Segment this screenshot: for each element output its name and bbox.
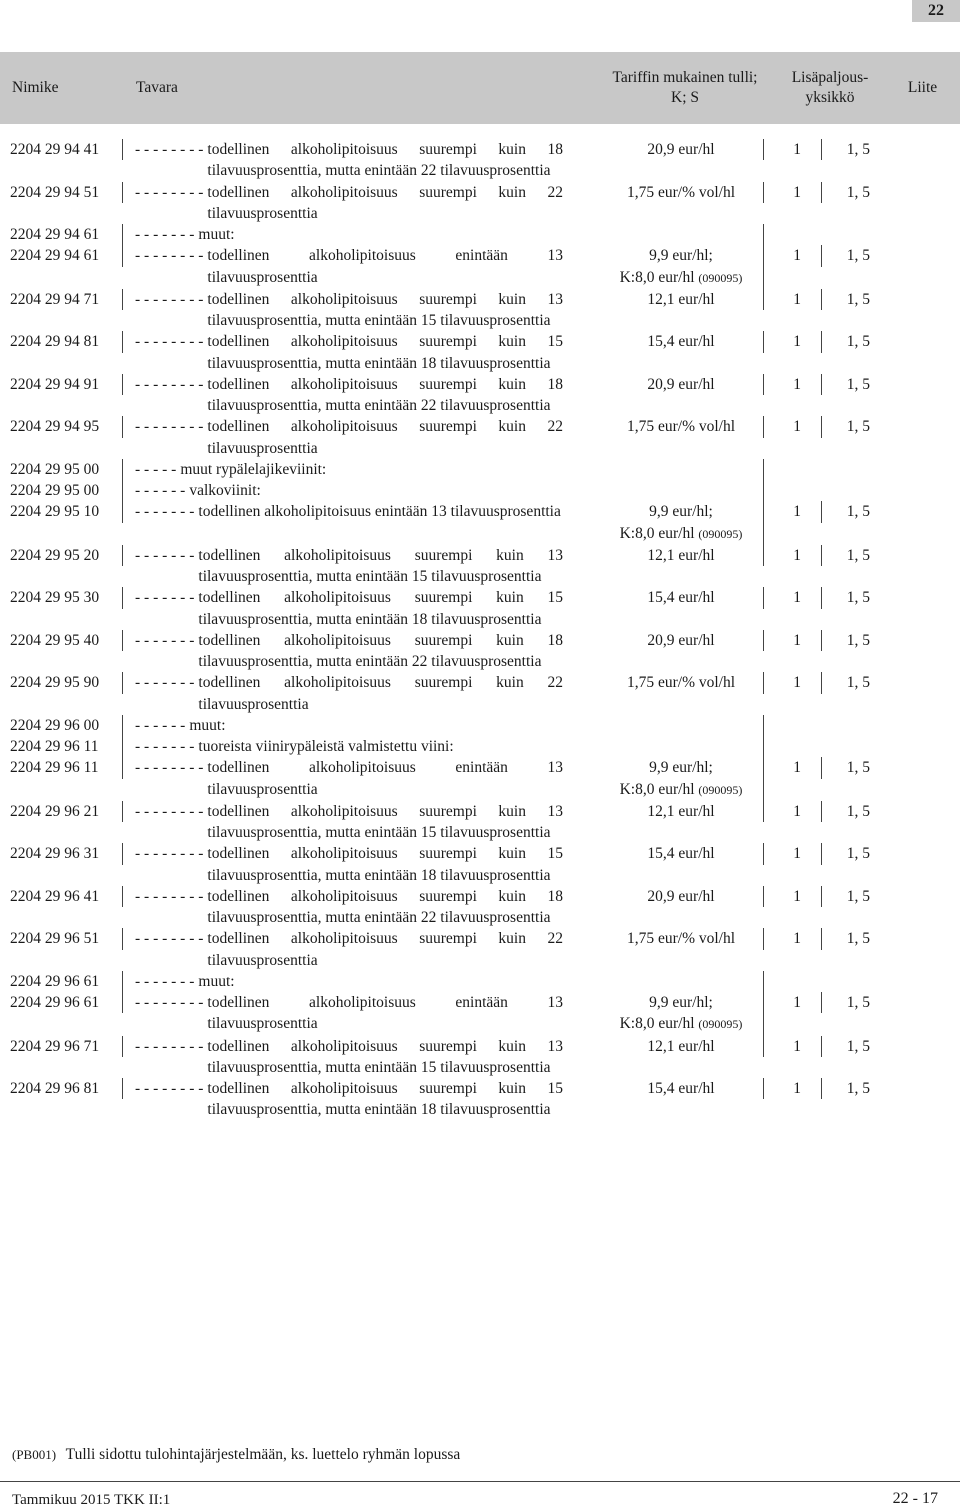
row-duty-value: K:8,0 eur/hl	[619, 268, 695, 286]
row-supplementary-unit: 1	[764, 757, 822, 778]
row-code: 2204 29 96 51	[0, 928, 123, 949]
row-duty-line	[599, 757, 763, 778]
row-duty-value: 20,9 eur/hl	[647, 631, 715, 649]
header-duty-line1: Tariffin mukainen tulli;	[612, 69, 758, 86]
row-duty	[599, 224, 764, 245]
row-supplementary-unit: 1	[764, 630, 822, 651]
header-supplementary-unit	[770, 52, 890, 124]
row-indent-dashes: - - - - - - - -	[135, 418, 204, 436]
row-text: muut:	[198, 226, 235, 243]
row-supplementary-unit: 1	[764, 587, 822, 608]
row-duty-line	[599, 331, 763, 352]
row-duty-value: 15,4 eur/hl	[647, 1080, 715, 1097]
row-duty-value: 20,9 eur/hl	[647, 141, 715, 158]
page-number: 22	[912, 0, 960, 22]
row-description	[123, 715, 563, 736]
row-text: todellinen alkoholipitoisuus suurempi kuin 22 tilavuusprosenttia	[207, 418, 563, 457]
row-description	[123, 459, 563, 480]
row-text: todellinen alkoholipitoisuus suurempi kuin 22 tilavuusprosenttia	[207, 930, 563, 969]
row-duty-value: 15,4 eur/hl	[647, 589, 715, 607]
row-indent-dashes: - - - - - - - -	[135, 141, 204, 158]
row-duty-value: K:8,0 eur/hl	[619, 1015, 695, 1033]
row-note: 1, 5	[846, 674, 870, 692]
row-indent-dashes: - - - - -	[135, 460, 177, 478]
row-note: 1, 5	[846, 1080, 870, 1097]
row-description	[123, 992, 563, 1035]
row-duty	[599, 928, 764, 949]
header-duty-line2: K; S	[671, 89, 699, 106]
row-description	[123, 736, 563, 757]
row-duty	[599, 736, 764, 757]
row-indent-dashes: - - - - - - -	[135, 738, 195, 755]
row-duty-value: 12,1 eur/hl	[647, 546, 715, 564]
row-duty	[599, 757, 764, 801]
row-duty	[599, 182, 764, 203]
row-supplementary-unit: 1	[764, 1078, 822, 1099]
row-description	[123, 757, 563, 800]
row-text: todellinen alkoholipitoisuus suurempi kuin 15 tilavuusprosenttia, mutta enintään 18 tilavuusprosenttia	[207, 333, 563, 372]
row-duty	[599, 245, 764, 289]
row-indent-dashes: - - - - - - -	[135, 972, 195, 990]
row-text: todellinen alkoholipitoisuus suurempi kuin 18 tilavuusprosenttia, mutta enintään 22 tilavuusprosenttia	[207, 141, 563, 180]
row-text: todellinen alkoholipitoisuus suurempi kuin 13 tilavuusprosenttia, mutta enintään 15 tilavuusprosenttia	[207, 1037, 563, 1076]
row-code: 2204 29 96 61	[0, 971, 123, 992]
row-supplementary-unit: 1	[764, 289, 822, 310]
row-note: 1, 5	[846, 503, 870, 521]
row-indent-dashes: - - - - - -	[135, 716, 186, 734]
row-code: 2204 29 94 51	[0, 182, 123, 203]
row-duty-line	[599, 928, 763, 949]
row-note: 1, 5	[846, 930, 870, 948]
table-row	[0, 992, 960, 1036]
row-duty-value: 1,75 eur/% vol/hl	[626, 674, 736, 692]
table-row	[0, 928, 960, 971]
row-indent-dashes: - - - - - - - -	[135, 183, 204, 201]
row-code: 2204 29 96 11	[0, 757, 123, 778]
row-text: muut:	[198, 972, 235, 990]
row-note: 1, 5	[846, 759, 870, 777]
row-duty-code: (090095)	[698, 1017, 743, 1032]
row-duty	[599, 545, 764, 566]
row-note: 1, 5	[846, 994, 870, 1011]
row-note: 1, 5	[846, 589, 870, 607]
row-code: 2204 29 94 41	[0, 139, 123, 160]
row-text: todellinen alkoholipitoisuus suurempi kuin 18 tilavuusprosenttia, mutta enintään 22 tilavuusprosenttia	[198, 631, 563, 670]
row-duty-line	[599, 289, 763, 310]
table-row	[0, 501, 960, 545]
row-description	[123, 971, 563, 992]
row-indent-dashes: - - - - - - -	[135, 546, 195, 564]
table-row	[0, 630, 960, 673]
row-duty-line	[599, 630, 763, 651]
header-description: Tavara	[136, 79, 178, 96]
row-supplementary-unit: 1	[764, 374, 822, 395]
row-supplementary-unit: 1	[764, 331, 822, 352]
row-duty-code: (090095)	[698, 526, 743, 541]
row-description	[123, 1036, 563, 1079]
row-note: 1, 5	[846, 1037, 870, 1055]
row-duty-line	[599, 501, 763, 522]
row-text: todellinen alkoholipitoisuus suurempi kuin 15 tilavuusprosenttia, mutta enintään 18 tilavuusprosenttia	[207, 845, 563, 884]
row-duty	[599, 715, 764, 736]
table-row	[0, 459, 960, 480]
row-duty-line	[599, 587, 763, 608]
row-text: tuoreista viinirypäleistä valmistettu viini:	[198, 738, 454, 755]
table-row	[0, 757, 960, 801]
row-indent-dashes: - - - - - - -	[135, 674, 195, 692]
row-duty-line	[599, 779, 763, 801]
row-note: 1, 5	[846, 845, 870, 863]
row-text: muut:	[189, 716, 226, 734]
row-indent-dashes: - - - - - - -	[135, 631, 195, 649]
row-duty	[599, 971, 764, 992]
row-duty-value: 1,75 eur/% vol/hl	[626, 183, 736, 201]
row-supplementary-unit: 1	[764, 545, 822, 566]
table-row	[0, 416, 960, 459]
row-duty-line	[599, 267, 763, 289]
footer-edition: Tammikuu 2015 TKK II:1	[12, 1492, 171, 1508]
row-note: 1, 5	[846, 141, 870, 158]
row-description	[123, 672, 563, 715]
table-header	[0, 52, 960, 124]
table-row	[0, 886, 960, 929]
row-indent-dashes: - - - - - - - -	[135, 887, 204, 905]
table-row	[0, 224, 960, 245]
row-description	[123, 1078, 563, 1121]
row-text: todellinen alkoholipitoisuus suurempi kuin 22 tilavuusprosenttia	[207, 183, 563, 222]
row-duty-code: (090095)	[698, 270, 743, 285]
row-duty	[599, 416, 764, 437]
row-duty-line	[599, 886, 763, 907]
header-code: Nimike	[12, 79, 59, 96]
footnote-code: (PB001)	[12, 1447, 57, 1462]
row-duty-value: 20,9 eur/hl	[647, 375, 715, 393]
row-duty-code: (090095)	[698, 782, 743, 797]
row-note: 1, 5	[846, 290, 870, 308]
row-code: 2204 29 96 00	[0, 715, 123, 736]
row-duty	[599, 886, 764, 907]
row-description	[123, 501, 563, 522]
row-indent-dashes: - - - - - - - -	[135, 994, 204, 1011]
row-duty-line	[599, 801, 763, 822]
row-duty-line	[599, 416, 763, 437]
row-indent-dashes: - - - - - -	[135, 482, 186, 499]
row-supplementary-unit: 1	[764, 182, 822, 203]
row-indent-dashes: - - - - - - - -	[135, 247, 204, 265]
row-description	[123, 928, 563, 971]
row-indent-dashes: - - - - - - -	[135, 226, 195, 243]
row-duty-line	[599, 245, 763, 266]
row-description	[123, 182, 563, 225]
row-note: 1, 5	[846, 418, 870, 436]
row-duty-value: 20,9 eur/hl	[647, 887, 715, 905]
row-code: 2204 29 94 95	[0, 416, 123, 437]
row-code: 2204 29 96 81	[0, 1078, 123, 1099]
row-indent-dashes: - - - - - - - -	[135, 1080, 204, 1097]
row-indent-dashes: - - - - - - - -	[135, 290, 204, 308]
row-indent-dashes: - - - - - - - -	[135, 802, 204, 820]
header-supp-line2: yksikkö	[805, 89, 855, 106]
row-indent-dashes: - - - - - - - -	[135, 845, 204, 863]
row-indent-dashes: - - - - - - -	[135, 589, 195, 607]
row-code: 2204 29 95 00	[0, 459, 123, 480]
header-supp-line1: Lisäpaljous-	[791, 69, 869, 86]
tariff-table	[0, 139, 960, 1121]
row-indent-dashes: - - - - - - - -	[135, 333, 204, 351]
row-duty-value: 1,75 eur/% vol/hl	[626, 418, 736, 436]
row-note: 1, 5	[846, 546, 870, 564]
row-supplementary-unit: 1	[764, 139, 822, 160]
row-duty-line	[599, 992, 763, 1013]
row-description	[123, 886, 563, 929]
row-code: 2204 29 94 91	[0, 374, 123, 395]
row-text: todellinen alkoholipitoisuus suurempi kuin 13 tilavuusprosenttia, mutta enintään 15 tilavuusprosenttia	[198, 546, 563, 585]
row-note: 1, 5	[846, 247, 870, 265]
row-text: todellinen alkoholipitoisuus enintään 13 tilavuusprosenttia	[207, 994, 563, 1033]
row-duty	[599, 1036, 764, 1057]
table-row	[0, 843, 960, 886]
row-text: todellinen alkoholipitoisuus suurempi kuin 13 tilavuusprosenttia, mutta enintään 15 tilavuusprosenttia	[207, 290, 563, 329]
row-code: 2204 29 94 71	[0, 289, 123, 310]
row-duty-value: 9,9 eur/hl;	[649, 994, 713, 1011]
row-duty-value: 9,9 eur/hl;	[649, 503, 713, 521]
row-text: valkoviinit:	[189, 482, 261, 499]
row-note: 1, 5	[846, 333, 870, 351]
table-row	[0, 331, 960, 374]
row-code: 2204 29 96 41	[0, 886, 123, 907]
row-duty-line	[599, 843, 763, 864]
row-description	[123, 289, 563, 332]
row-indent-dashes: - - - - - - - -	[135, 1037, 204, 1055]
row-note: 1, 5	[846, 631, 870, 649]
row-duty	[599, 139, 764, 160]
row-duty	[599, 801, 764, 822]
table-row	[0, 587, 960, 630]
row-duty-line	[599, 182, 763, 203]
row-description	[123, 630, 563, 673]
row-description	[123, 480, 563, 501]
row-code: 2204 29 95 90	[0, 672, 123, 693]
table-row	[0, 801, 960, 844]
row-indent-dashes: - - - - - - -	[135, 503, 195, 521]
row-code: 2204 29 96 11	[0, 736, 123, 757]
row-code: 2204 29 96 71	[0, 1036, 123, 1057]
row-duty	[599, 501, 764, 545]
row-duty-value: 9,9 eur/hl;	[649, 247, 713, 265]
row-supplementary-unit: 1	[764, 801, 822, 822]
row-duty-value: 12,1 eur/hl	[647, 290, 715, 308]
row-duty-value: 1,75 eur/% vol/hl	[626, 930, 736, 948]
row-note: 1, 5	[846, 802, 870, 820]
row-duty-line	[599, 374, 763, 395]
row-duty	[599, 630, 764, 651]
row-code: 2204 29 95 30	[0, 587, 123, 608]
row-description	[123, 139, 563, 182]
row-description	[123, 224, 563, 245]
row-text: todellinen alkoholipitoisuus suurempi kuin 15 tilavuusprosenttia, mutta enintään 18 tilavuusprosenttia	[198, 589, 563, 628]
row-duty	[599, 672, 764, 693]
row-text: todellinen alkoholipitoisuus enintään 13 tilavuusprosenttia	[207, 247, 563, 286]
row-supplementary-unit: 1	[764, 886, 822, 907]
row-duty	[599, 331, 764, 352]
row-duty	[599, 843, 764, 864]
row-supplementary-unit: 1	[764, 1036, 822, 1057]
row-duty-value: 15,4 eur/hl	[647, 333, 715, 351]
table-row	[0, 182, 960, 225]
row-text: todellinen alkoholipitoisuus enintään 13 tilavuusprosenttia	[207, 759, 563, 798]
row-text: todellinen alkoholipitoisuus suurempi kuin 22 tilavuusprosenttia	[198, 674, 563, 713]
row-description	[123, 245, 563, 288]
row-duty-line	[599, 1036, 763, 1057]
row-duty-line	[599, 139, 763, 160]
page-footer	[0, 1481, 960, 1510]
row-code: 2204 29 95 20	[0, 545, 123, 566]
row-supplementary-unit: 1	[764, 992, 822, 1013]
row-supplementary-unit: 1	[764, 416, 822, 437]
row-code: 2204 29 96 21	[0, 801, 123, 822]
table-row	[0, 1036, 960, 1079]
row-duty	[599, 374, 764, 395]
footer-page-ref: 22 - 17	[892, 1490, 938, 1507]
table-row	[0, 736, 960, 757]
footnote-text: Tulli sidottu tulohintajärjestelmään, ks. luettelo ryhmän lopussa	[65, 1446, 461, 1463]
row-supplementary-unit: 1	[764, 843, 822, 864]
row-code: 2204 29 95 00	[0, 480, 123, 501]
table-row	[0, 715, 960, 736]
row-indent-dashes: - - - - - - - -	[135, 375, 204, 393]
table-row	[0, 139, 960, 182]
row-duty	[599, 459, 764, 480]
row-duty	[599, 992, 764, 1036]
row-duty-line	[599, 1078, 763, 1099]
row-duty-line	[599, 523, 763, 545]
row-text: todellinen alkoholipitoisuus suurempi kuin 13 tilavuusprosenttia, mutta enintään 15 tilavuusprosenttia	[207, 802, 563, 841]
row-duty	[599, 480, 764, 501]
row-duty	[599, 587, 764, 608]
row-duty-value: 12,1 eur/hl	[647, 1037, 715, 1055]
row-duty-value: K:8,0 eur/hl	[619, 524, 695, 542]
row-code: 2204 29 96 61	[0, 992, 123, 1013]
row-code: 2204 29 95 10	[0, 501, 123, 522]
row-description	[123, 374, 563, 417]
row-code: 2204 29 94 81	[0, 331, 123, 352]
row-duty-value: K:8,0 eur/hl	[619, 780, 695, 798]
row-supplementary-unit: 1	[764, 245, 822, 266]
row-indent-dashes: - - - - - - - -	[135, 759, 204, 777]
row-code: 2204 29 94 61	[0, 224, 123, 245]
row-note: 1, 5	[846, 183, 870, 201]
row-duty-value: 9,9 eur/hl;	[649, 759, 713, 777]
footnote	[12, 1446, 460, 1464]
row-text: todellinen alkoholipitoisuus suurempi kuin 18 tilavuusprosenttia, mutta enintään 22 tilavuusprosenttia	[207, 887, 563, 926]
table-row	[0, 480, 960, 501]
row-duty-line	[599, 672, 763, 693]
row-code: 2204 29 96 31	[0, 843, 123, 864]
table-row	[0, 374, 960, 417]
table-row	[0, 545, 960, 588]
row-indent-dashes: - - - - - - - -	[135, 930, 204, 948]
row-code: 2204 29 94 61	[0, 245, 123, 266]
row-note: 1, 5	[846, 375, 870, 393]
table-row	[0, 971, 960, 992]
header-duty	[602, 52, 768, 124]
row-text: todellinen alkoholipitoisuus suurempi kuin 15 tilavuusprosenttia, mutta enintään 18 tilavuusprosenttia	[207, 1080, 563, 1119]
row-supplementary-unit: 1	[764, 928, 822, 949]
row-text: todellinen alkoholipitoisuus enintään 13 tilavuusprosenttia	[198, 503, 561, 521]
row-description	[123, 801, 563, 844]
row-text: todellinen alkoholipitoisuus suurempi kuin 18 tilavuusprosenttia, mutta enintään 22 tilavuusprosenttia	[207, 375, 563, 414]
row-duty-line	[599, 545, 763, 566]
row-description	[123, 545, 563, 588]
row-description	[123, 587, 563, 630]
row-text: muut rypälelajikeviinit:	[180, 460, 327, 478]
row-duty-line	[599, 1013, 763, 1035]
row-description	[123, 416, 563, 459]
row-duty-value: 15,4 eur/hl	[647, 845, 715, 863]
row-supplementary-unit: 1	[764, 672, 822, 693]
table-row	[0, 1078, 960, 1121]
row-supplementary-unit: 1	[764, 501, 822, 522]
header-note: Liite	[907, 79, 938, 96]
row-code: 2204 29 95 40	[0, 630, 123, 651]
row-duty	[599, 1078, 764, 1099]
row-note: 1, 5	[846, 887, 870, 905]
row-duty	[599, 289, 764, 310]
table-row	[0, 672, 960, 715]
row-description	[123, 843, 563, 886]
row-description	[123, 331, 563, 374]
table-row	[0, 245, 960, 289]
row-duty-value: 12,1 eur/hl	[647, 802, 715, 820]
table-row	[0, 289, 960, 332]
